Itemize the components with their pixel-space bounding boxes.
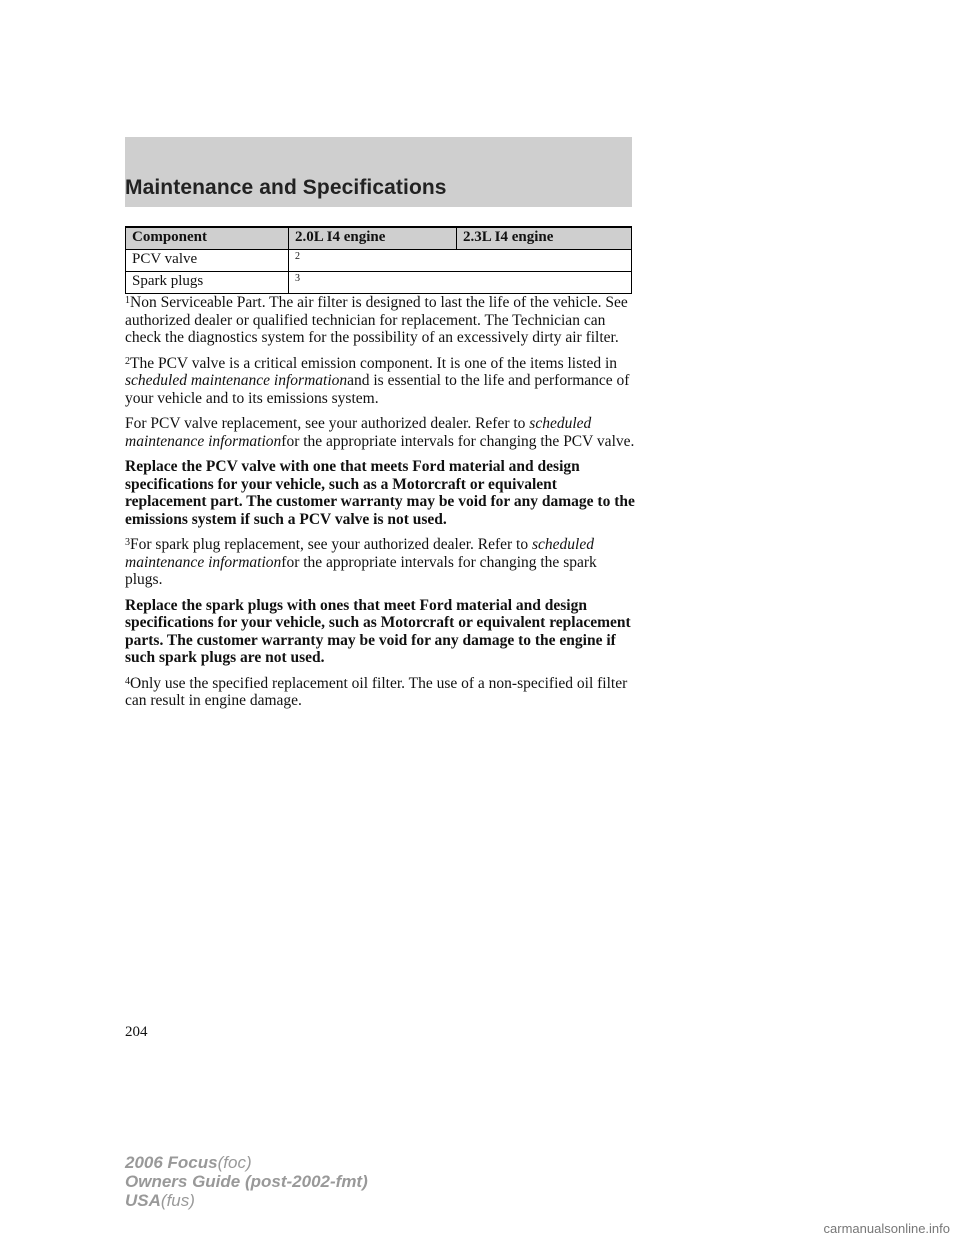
watermark: carmanualsonline.info: [823, 1221, 950, 1236]
table-row: [126, 250, 632, 272]
footnote-4: $^4$Only use the specified replacement oil filter. The use of a non-specified oil filter can result in engine damage.: [125, 674, 628, 709]
row-note-spark-plugs: 3: [289, 272, 632, 294]
document-footer: [125, 1153, 368, 1210]
footer-line-1: 2006 Focus(foc): [125, 1153, 252, 1172]
spec-table: [125, 226, 632, 294]
footnote-3: $^3$For spark plug replacement, see your authorized dealer. Refer to scheduled maintenance informationfor the appropriate intervals for changing the spark plugs.: [125, 536, 597, 588]
row-label-spark-plugs: Spark plugs: [126, 272, 289, 294]
page-title: Maintenance and Specifications: [125, 176, 447, 199]
footnotes: [125, 294, 635, 718]
row-note-pcv-valve: 2: [289, 250, 632, 272]
spark-plug-warning: Replace the spark plugs with ones that meet Ford material and design specifications for your vehicle, such as Motorcraft or equivalent replacement parts. The customer warranty may be void for any damage to the engine if such spark plugs are not used.: [125, 596, 631, 666]
row-label-pcv-valve: PCV valve: [126, 250, 289, 272]
table-header-row: [126, 227, 632, 250]
footnote-1: $^1$Non Serviceable Part. The air filter is designed to last the life of the vehicle. See authorized dealer or qualified technician for replacement. The Technician can check the diagnostics system for the possibility of an excessively dirty air filter.: [125, 294, 628, 346]
pcv-replacement-paragraph: For PCV valve replacement, see your authorized dealer. Refer to scheduled maintenance informationfor the appropriate intervals for changing the PCV valve.: [125, 415, 635, 450]
table-row: [126, 272, 632, 294]
pcv-warning: Replace the PCV valve with one that meets Ford material and design specifications for your vehicle, such as a Motorcraft or equivalent replacement part. The customer warranty may be void for any damage to the emissions system if such a PCV valve is not used.: [125, 458, 635, 528]
column-header-2-0l: 2.0L I4 engine: [289, 227, 457, 250]
footnote-2: $^2$The PCV valve is a critical emission component. It is one of the items listed in scheduled maintenance informationand is essential to the life and performance of your vehicle and to its emissions system.: [125, 354, 630, 407]
column-header-2-3l: 2.3L I4 engine: [457, 227, 632, 250]
footer-line-3: USA(fus): [125, 1191, 195, 1210]
footer-line-2: Owners Guide (post-2002-fmt): [125, 1172, 368, 1191]
page-number: 204: [125, 1024, 148, 1040]
column-header-component: Component: [126, 227, 289, 250]
